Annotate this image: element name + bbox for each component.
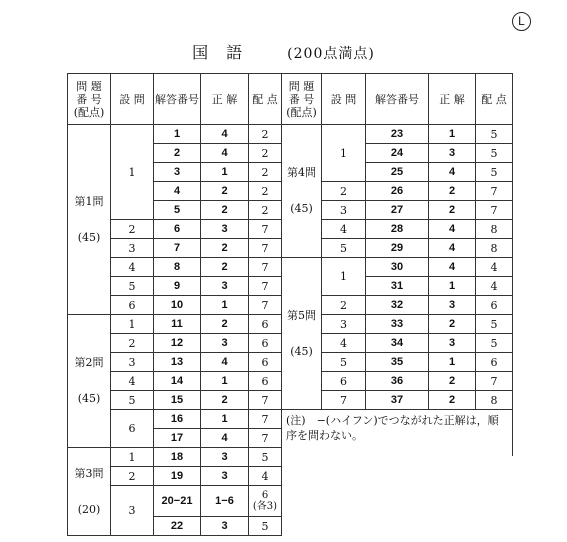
points-cell: 6 — [476, 353, 513, 372]
subquestion-cell: 6 — [111, 296, 154, 315]
answer-number: 16 — [154, 410, 201, 429]
note-text: (注) −(ハイフン)でつながれた正解は，順序を問わない。 — [282, 410, 513, 457]
correct-answer: 1 — [201, 296, 249, 315]
subquestion-cell: 7 — [322, 391, 366, 410]
points-cell: 7 — [249, 258, 282, 277]
subquestion-cell: 4 — [111, 258, 154, 277]
points-cell: 5 — [476, 125, 513, 144]
points-cell: 6 (各3) — [249, 486, 282, 517]
answer-number: 10 — [154, 296, 201, 315]
answer-number: 19 — [154, 467, 201, 486]
points-cell: 7 — [249, 391, 282, 410]
answer-number: 12 — [154, 334, 201, 353]
header-seikai: 正 解 — [201, 74, 249, 125]
subquestion-cell: 2 — [322, 296, 366, 315]
correct-answer: 2 — [201, 182, 249, 201]
correct-answer: 1 — [429, 125, 476, 144]
subject-title: 国 語 — [192, 43, 244, 62]
points-cell: 7 — [476, 372, 513, 391]
answer-number: 32 — [366, 296, 429, 315]
header-setsumon: 設 問 — [111, 74, 154, 125]
answer-number: 30 — [366, 258, 429, 277]
answer-number: 27 — [366, 201, 429, 220]
answer-number: 26 — [366, 182, 429, 201]
correct-answer: 2 — [429, 391, 476, 410]
points-cell: 7 — [249, 296, 282, 315]
answer-number: 15 — [154, 391, 201, 410]
header-seikai: 正 解 — [429, 74, 476, 125]
points-cell: 8 — [476, 391, 513, 410]
correct-answer: 2 — [429, 182, 476, 201]
correct-answer: 2 — [201, 315, 249, 334]
total-points: (200点満点) — [287, 46, 375, 62]
correct-answer: 1 — [429, 353, 476, 372]
header-setsumon: 設 問 — [322, 74, 366, 125]
points-cell: 6 — [249, 372, 282, 391]
points-cell: 7 — [476, 182, 513, 201]
points-cell: 8 — [476, 220, 513, 239]
correct-answer: 2 — [429, 315, 476, 334]
points-cell: 5 — [476, 163, 513, 182]
answer-number: 8 — [154, 258, 201, 277]
question-3-label: 第3問 (20) — [68, 448, 111, 536]
points-cell: 7 — [249, 239, 282, 258]
subquestion-cell: 2 — [111, 334, 154, 353]
answer-number: 22 — [154, 517, 201, 536]
correct-answer: 3 — [201, 220, 249, 239]
answer-table-left — [67, 73, 282, 536]
l-mark-circle: L — [512, 12, 531, 31]
correct-answer: 2 — [201, 391, 249, 410]
subquestion-cell: 5 — [322, 353, 366, 372]
correct-answer: 2 — [201, 201, 249, 220]
question-5-label: 第5問 (45) — [282, 258, 322, 410]
question-4-label: 第4問 (45) — [282, 125, 322, 258]
subquestion-cell: 3 — [322, 315, 366, 334]
points-cell: 7 — [476, 201, 513, 220]
header-mondai: 問 題 番 号 (配点) — [282, 74, 322, 125]
points-cell: 5 — [476, 334, 513, 353]
points-cell: 6 — [249, 353, 282, 372]
answer-number: 33 — [366, 315, 429, 334]
points-cell: 6 — [249, 315, 282, 334]
page-title — [0, 40, 567, 63]
correct-answer: 3 — [201, 448, 249, 467]
correct-answer: 4 — [201, 125, 249, 144]
subquestion-cell: 1 — [111, 315, 154, 334]
answer-number: 2 — [154, 144, 201, 163]
subquestion-cell: 3 — [111, 353, 154, 372]
answer-number: 28 — [366, 220, 429, 239]
correct-answer: 4 — [429, 239, 476, 258]
points-cell: 5 — [249, 448, 282, 467]
answer-number: 31 — [366, 277, 429, 296]
correct-answer: 4 — [429, 163, 476, 182]
answer-number: 17 — [154, 429, 201, 448]
points-cell: 7 — [249, 429, 282, 448]
points-cell: 2 — [249, 182, 282, 201]
correct-answer: 3 — [429, 144, 476, 163]
answer-number: 4 — [154, 182, 201, 201]
subquestion-cell: 2 — [111, 220, 154, 239]
answer-number: 36 — [366, 372, 429, 391]
subquestion-cell: 6 — [111, 410, 154, 448]
correct-answer: 2 — [429, 201, 476, 220]
points-cell: 8 — [476, 239, 513, 258]
answer-number: 20−21 — [154, 486, 201, 517]
question-2-label: 第2問 (45) — [68, 315, 111, 448]
answer-number: 6 — [154, 220, 201, 239]
answer-number: 13 — [154, 353, 201, 372]
correct-answer: 3 — [201, 467, 249, 486]
subquestion-cell: 5 — [322, 239, 366, 258]
subquestion-cell: 3 — [111, 239, 154, 258]
correct-answer: 1 — [201, 372, 249, 391]
answer-number: 35 — [366, 353, 429, 372]
points-cell: 2 — [249, 144, 282, 163]
answer-number: 18 — [154, 448, 201, 467]
header-mondai: 問 題 番 号 (配点) — [68, 74, 111, 125]
points-cell: 2 — [249, 163, 282, 182]
points-cell: 4 — [476, 277, 513, 296]
points-cell: 2 — [249, 201, 282, 220]
answer-number: 24 — [366, 144, 429, 163]
answer-number: 14 — [154, 372, 201, 391]
header-haiten: 配 点 — [249, 74, 282, 125]
header-kaito-bango: 解答番号 — [154, 74, 201, 125]
correct-answer: 3 — [429, 334, 476, 353]
answer-table-right — [281, 73, 513, 542]
points-cell: 5 — [476, 315, 513, 334]
subquestion-cell: 3 — [322, 201, 366, 220]
answer-number: 29 — [366, 239, 429, 258]
subquestion-cell: 3 — [111, 486, 154, 536]
answer-number: 5 — [154, 201, 201, 220]
points-cell: 6 — [476, 296, 513, 315]
correct-answer: 4 — [429, 258, 476, 277]
header-haiten: 配 点 — [476, 74, 513, 125]
correct-answer: 1−6 — [201, 486, 249, 517]
subquestion-cell: 4 — [322, 220, 366, 239]
correct-answer: 1 — [201, 410, 249, 429]
answer-number: 37 — [366, 391, 429, 410]
points-cell: 6 — [249, 334, 282, 353]
subquestion-cell: 1 — [322, 125, 366, 182]
correct-answer: 4 — [429, 220, 476, 239]
answer-number: 7 — [154, 239, 201, 258]
subquestion-cell: 5 — [111, 391, 154, 410]
answer-number: 23 — [366, 125, 429, 144]
correct-answer: 2 — [201, 258, 249, 277]
correct-answer: 1 — [201, 163, 249, 182]
correct-answer: 1 — [429, 277, 476, 296]
points-cell: 7 — [249, 410, 282, 429]
correct-answer: 3 — [201, 334, 249, 353]
header-kaito-bango: 解答番号 — [366, 74, 429, 125]
points-cell: 7 — [249, 277, 282, 296]
answer-number: 11 — [154, 315, 201, 334]
correct-answer: 2 — [429, 372, 476, 391]
correct-answer: 4 — [201, 429, 249, 448]
answer-number: 25 — [366, 163, 429, 182]
subquestion-cell: 1 — [322, 258, 366, 296]
answer-number: 9 — [154, 277, 201, 296]
question-1-label: 第1問 (45) — [68, 125, 111, 315]
points-cell: 4 — [476, 258, 513, 277]
correct-answer: 3 — [429, 296, 476, 315]
correct-answer: 4 — [201, 144, 249, 163]
subquestion-cell: 2 — [111, 467, 154, 486]
subquestion-cell: 5 — [111, 277, 154, 296]
answer-number: 3 — [154, 163, 201, 182]
points-cell: 5 — [249, 517, 282, 536]
subquestion-cell: 6 — [322, 372, 366, 391]
answer-number: 1 — [154, 125, 201, 144]
correct-answer: 4 — [201, 353, 249, 372]
blank-area — [282, 456, 513, 542]
correct-answer: 3 — [201, 277, 249, 296]
points-cell: 4 — [249, 467, 282, 486]
answer-number: 34 — [366, 334, 429, 353]
points-cell: 2 — [249, 125, 282, 144]
points-cell: 7 — [249, 220, 282, 239]
subquestion-cell: 2 — [322, 182, 366, 201]
subquestion-cell: 4 — [111, 372, 154, 391]
subquestion-cell: 1 — [111, 125, 154, 220]
correct-answer: 3 — [201, 517, 249, 536]
subquestion-cell: 4 — [322, 334, 366, 353]
subquestion-cell: 1 — [111, 448, 154, 467]
points-cell: 5 — [476, 144, 513, 163]
correct-answer: 2 — [201, 239, 249, 258]
